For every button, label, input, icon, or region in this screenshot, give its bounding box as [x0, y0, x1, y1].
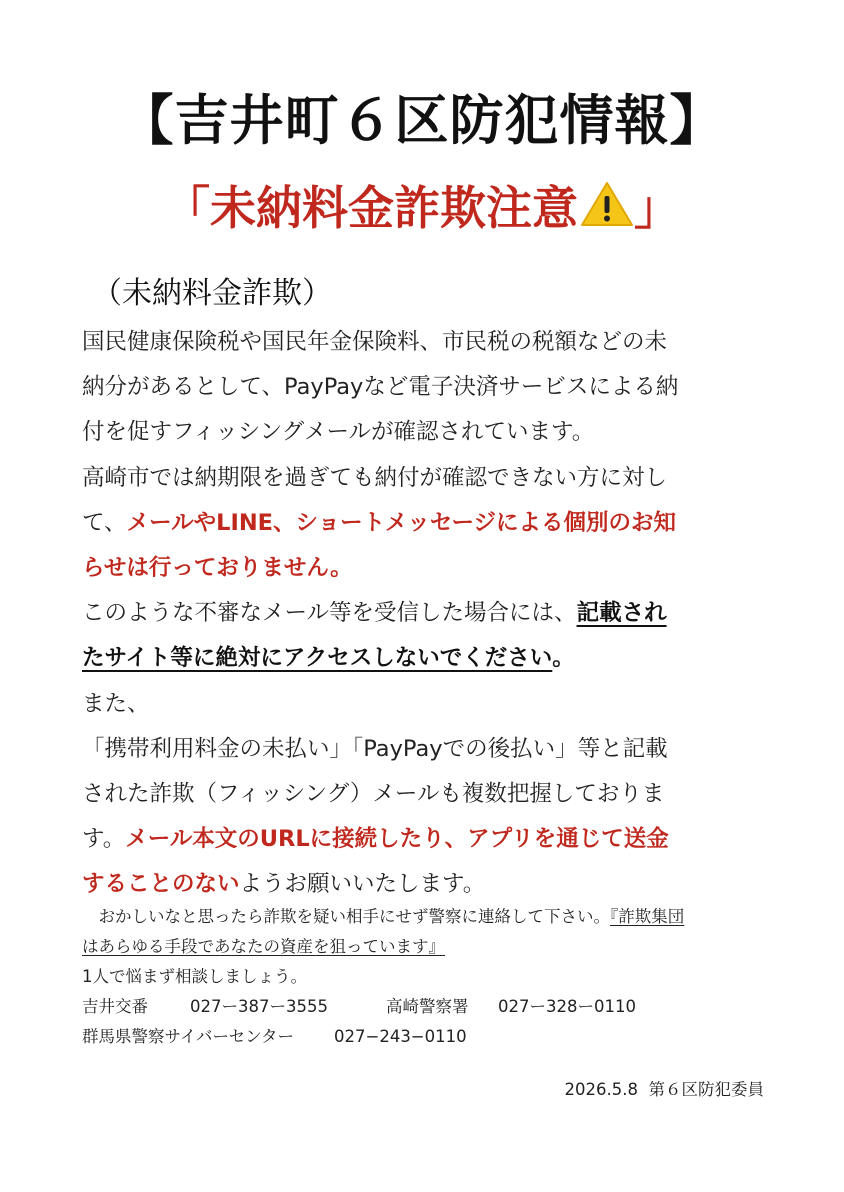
body-text-segment: 。	[552, 645, 575, 672]
body-text	[82, 320, 772, 908]
contact-phone: 027ー387ー3555	[190, 997, 328, 1016]
contact-name: 群馬県警察サイバーセンター	[82, 1027, 295, 1046]
contact-line	[82, 992, 772, 1022]
body-line: 納分があるとして、PayPayなど電子決済サービスによる納	[82, 374, 679, 401]
red-emphasis: らせは行っておりません。	[82, 555, 353, 582]
contact-name: 吉井交番	[82, 997, 148, 1016]
body-text-segment: て、	[82, 509, 127, 536]
page-title: 【吉井町６区防犯情報】	[119, 89, 725, 152]
body-line	[82, 817, 772, 862]
footer-line	[82, 932, 772, 962]
contact-line	[82, 1022, 772, 1052]
footer-text: おかしいなと思ったら詐欺を疑い相手にせず警察に連絡して下さい。	[82, 907, 610, 926]
body-line	[82, 636, 772, 681]
body-text-segment: このような不審なメール等を受信した場合には、	[82, 600, 577, 627]
body-text-segment: ようお願いいたします。	[239, 871, 486, 898]
body-line	[82, 501, 772, 546]
warning-triangle-icon	[580, 180, 634, 228]
subtitle-text: 「未納料金詐欺注意	[164, 181, 578, 235]
underlined-emphasis: 記載され	[576, 600, 667, 627]
footer-line: 1人で悩まず相談しましょう。	[82, 967, 307, 986]
red-emphasis: することのない	[82, 871, 240, 898]
contact-name: 高崎警察署	[386, 997, 469, 1016]
body-line	[82, 862, 772, 907]
body-line	[82, 546, 772, 591]
section-heading: （未納料金詐欺）	[92, 276, 332, 311]
body-line: 高崎市では納期限を過ぎても納付が確認できない方に対し	[82, 464, 668, 491]
footer-line	[82, 902, 772, 932]
body-line	[82, 591, 772, 636]
body-text-segment: す。	[82, 826, 126, 853]
underlined-emphasis: たサイト等に絶対にアクセスしないでください	[82, 645, 553, 672]
body-line: 「携帯利用料金の未払い」「PayPayでの後払い」等と記載	[82, 735, 668, 762]
contact-phone: 027ー328ー0110	[498, 997, 636, 1016]
red-emphasis: メールやLINE、ショートメッセージによる個別のお知	[126, 509, 676, 536]
footer-underlined: 『詐欺集団	[610, 907, 685, 926]
body-line: 国民健康保険税や国民年金保険料、市民税の税額などの未	[82, 329, 668, 355]
contact-phone: 027−243−0110	[334, 1027, 467, 1046]
footer-notice	[82, 902, 772, 1052]
page-subtitle	[0, 172, 844, 238]
subtitle-close: 」	[634, 181, 680, 235]
footer-underlined: はあらゆる手段であなたの資産を狙っています』	[82, 937, 445, 956]
signature-date: 2026.5.8	[564, 1080, 638, 1099]
body-line: 付を促すフィッシングメールが確認されています。	[82, 419, 595, 446]
body-line: された詐欺（フィッシング）メールも複数把握しておりま	[82, 781, 665, 808]
signature-author: 第６区防犯委員	[648, 1080, 764, 1099]
body-line: また、	[82, 690, 150, 717]
red-emphasis: メール本文のURLに接続したり、アプリを通じて送金	[125, 826, 669, 853]
signature	[565, 1076, 764, 1100]
